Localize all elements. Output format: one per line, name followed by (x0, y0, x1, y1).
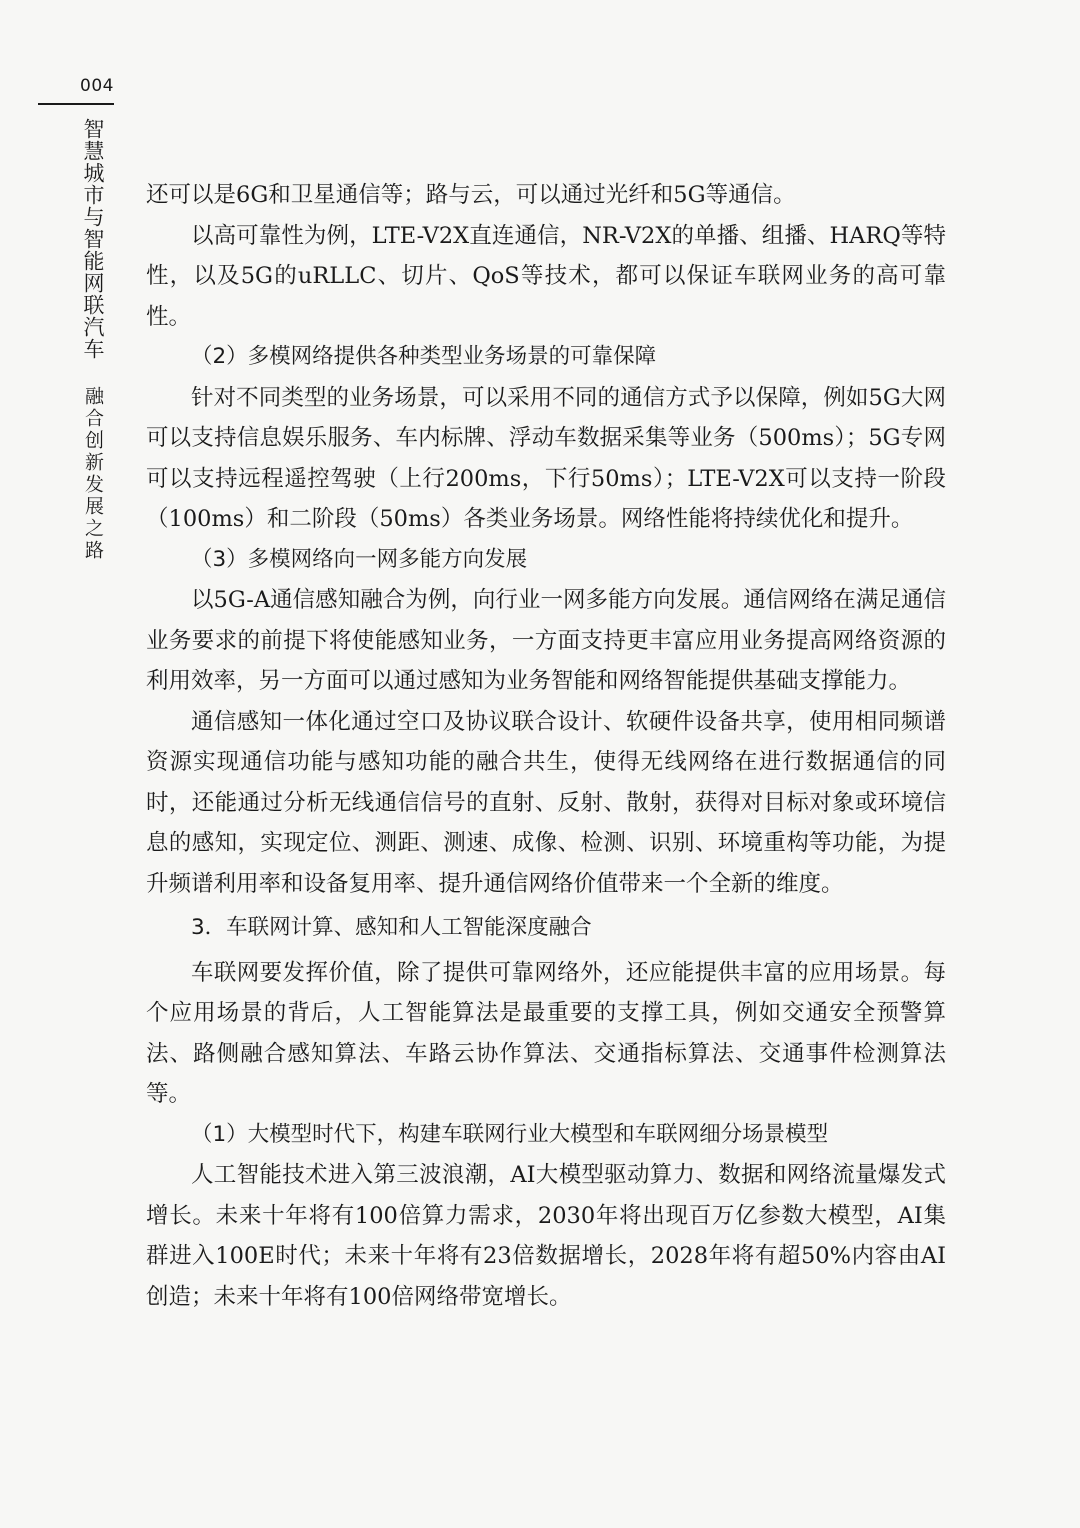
running-title (78, 118, 108, 562)
page-number: 004 (80, 76, 114, 96)
book-title: 智慧城市与智能网联汽车 (81, 118, 105, 360)
paragraph-ai-algorithms: 车联网要发挥价值，除了提供可靠网络外，还应能提供丰富的应用场景。每个应用场景的背后，人工智能算法是最重要的支撑工具，例如交通安全预警算法、路侧融合感知算法、车路云协作算法、交通指标算法、交通事件检测算法等。 (146, 959, 946, 1107)
page-content (146, 175, 946, 1317)
paragraph-continued: 还可以是6G和卫星通信等；路与云，可以通过光纤和5G等通信。 (146, 182, 796, 208)
subheading-multimode-reliability: （2）多模网络提供各种类型业务场景的可靠保障 (191, 344, 657, 369)
subheading-one-network: （3）多模网络向一网多能方向发展 (191, 546, 528, 572)
paragraph-reliability: 以高可靠性为例，LTE-V2X直连通信，NR-V2X的单播、组播、HARQ等特性，以及5G的uRLLC、切片、QoS等技术，都可以保证车联网业务的高可靠性。 (146, 222, 946, 330)
section-heading-3: 3．车联网计算、感知和人工智能深度融合 (191, 915, 592, 940)
paragraph-5ga-sensing: 以5G-A通信感知融合为例，向行业一网多能方向发展。通信网络在满足通信业务要求的前提下将使能感知业务，一方面支持更丰富应用业务提高网络资源的利用效率，另一方面可以通过感知为业务智能和网络智能提供基础支撑能力。 (146, 587, 946, 694)
paragraph-ai-growth: 人工智能技术进入第三波浪潮，AI大模型驱动算力、数据和网络流量爆发式增长。未来十年将有100倍算力需求，2030年将出现百万亿参数大模型，AI集群进入100E时代；未来十年将有23倍数据增长，2028年将有超50%内容由AI创造；未来十年将有100倍网络带宽增长。 (146, 1162, 946, 1310)
book-subtitle: 融合创新发展之路 (82, 386, 104, 562)
header-rule (38, 103, 114, 105)
paragraph-isac: 通信感知一体化通过空口及协议联合设计、软硬件设备共享，使用相同频谱资源实现通信功能与感知功能的融合共生，使得无线网络在进行数据通信的同时，还能通过分析无线通信信号的直射、反射、散射，获得对目标对象或环境信息的感知，实现定位、测距、测速、成像、检测、识别、环境重构等功能，为提升频谱利用率和设备复用率、提升通信网络价值带来一个全新的维度。 (146, 708, 946, 897)
paragraph-business-scenarios: 针对不同类型的业务场景，可以采用不同的通信方式予以保障，例如5G大网可以支持信息娱乐服务、车内标牌、浮动车数据采集等业务（500ms）；5G专网可以支持远程遥控驾驶（上行200ms，下行50ms）；LTE-V2X可以支持一阶段（100ms）和二阶段（50ms）各类业务场景。网络性能将持续优化和提升。 (146, 384, 946, 532)
subheading-large-models: （1）大模型时代下，构建车联网行业大模型和车联网细分场景模型 (191, 1121, 829, 1147)
